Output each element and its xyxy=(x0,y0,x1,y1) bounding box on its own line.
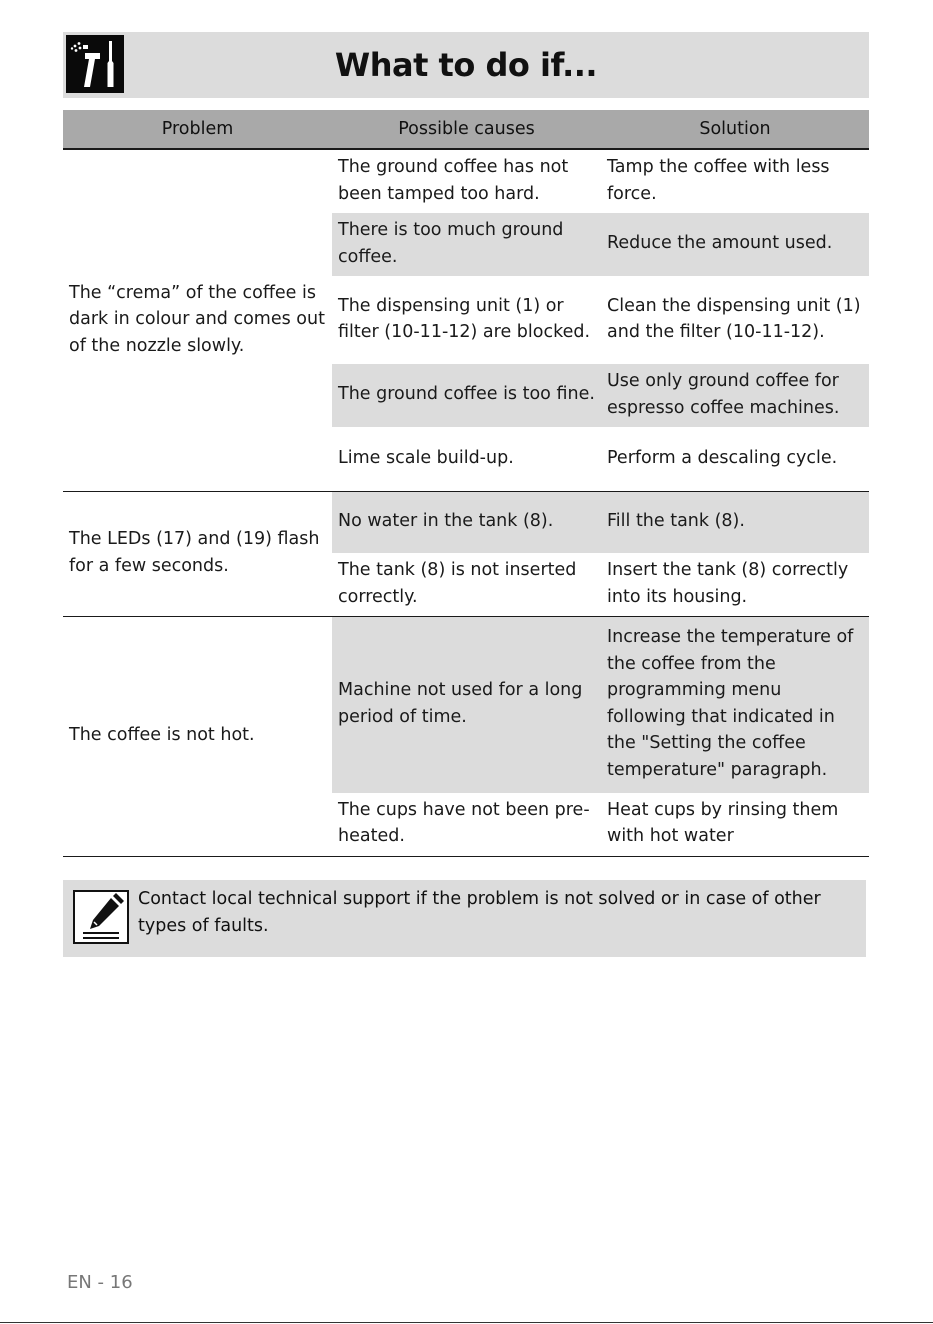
cause-cell: The cups have not been pre-heated. xyxy=(332,793,601,857)
cause-cell: No water in the tank (8). xyxy=(332,491,601,553)
solution-cell: Perform a descaling cycle. xyxy=(601,427,869,491)
cause-cell: The ground coffee has not been tamped too hard. xyxy=(338,157,569,204)
troubleshooting-table xyxy=(63,110,869,857)
footer-divider xyxy=(0,1322,933,1323)
solution-cell: Increase the temperature of the coffee from the programming menu following that indicated in the "Setting the coffee temperature" paragraph. xyxy=(601,617,869,793)
cause-cell: The dispensing unit (1) or filter (10-11-12) are blocked. xyxy=(338,295,591,342)
pencil-note-icon xyxy=(73,890,129,944)
solution-cell: Clean the dispensing unit (1) and the filter (10-11-12). xyxy=(607,295,861,342)
page-title: What to do if... xyxy=(334,46,598,84)
cause-cell: The ground coffee is too fine. xyxy=(332,364,601,427)
solution-cell: Insert the tank (8) correctly into its housing. xyxy=(601,553,869,617)
solution-cell: Tamp the coffee with less force. xyxy=(607,157,830,204)
problem-cell: The “crema” of the coffee is dark in colour and comes out of the nozzle slowly. xyxy=(63,149,332,491)
table-row xyxy=(63,491,869,553)
problem-cell: The coffee is not hot. xyxy=(63,617,332,857)
section-header xyxy=(63,32,869,98)
table-row xyxy=(63,149,869,213)
column-header-solution: Solution xyxy=(601,110,869,149)
table-row xyxy=(63,617,869,793)
support-note xyxy=(63,880,866,957)
column-header-problem: Problem xyxy=(63,110,332,149)
solution-cell: Fill the tank (8). xyxy=(601,491,869,553)
cause-cell: There is too much ground coffee. xyxy=(332,213,601,276)
cause-cell: Machine not used for a long period of time. xyxy=(332,617,601,793)
cause-cell: Lime scale build-up. xyxy=(332,427,601,491)
column-header-causes: Possible causes xyxy=(332,110,601,149)
cause-cell: The tank (8) is not inserted correctly. xyxy=(332,553,601,617)
solution-cell: Use only ground coffee for espresso coffee machines. xyxy=(601,364,869,427)
solution-cell: Heat cups by rinsing them with hot water xyxy=(601,793,869,857)
note-text: Contact local technical support if the problem is not solved or in case of other types of faults. xyxy=(138,889,821,936)
solution-cell: Reduce the amount used. xyxy=(601,213,869,276)
page-number: EN - 16 xyxy=(67,1272,133,1293)
problem-cell: The LEDs (17) and (19) flash for a few seconds. xyxy=(63,491,332,617)
table-header-row xyxy=(63,110,869,149)
